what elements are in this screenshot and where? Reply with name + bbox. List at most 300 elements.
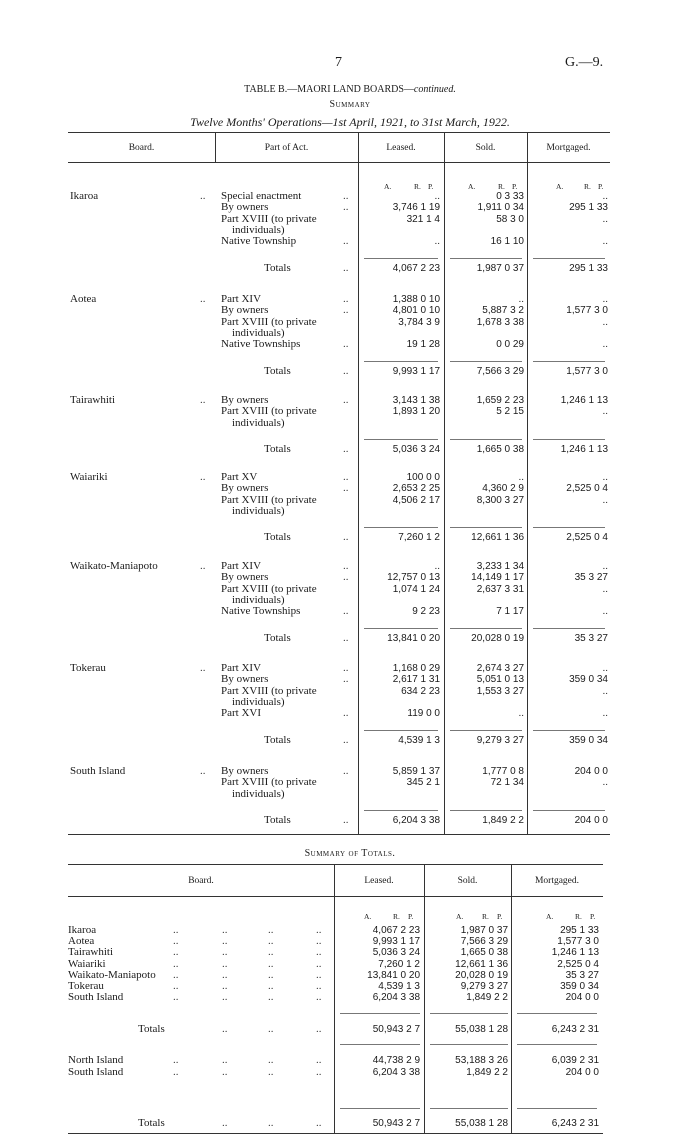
totals-dots: .. [343,261,349,274]
part-of-act-cont: individuals) [232,326,285,339]
totals-dots: .. [343,442,349,455]
part-dots: .. [343,293,349,305]
leased-value: 9 2 23 [412,606,440,618]
sold-value: 7 1 17 [496,606,524,618]
leased-value: 7,260 1 2 [378,958,420,970]
part-of-act: Part XVI [221,707,262,720]
subtotal-rule [533,628,605,629]
mortgaged-value: 295 1 33 [560,925,599,936]
subtotal-rule [450,439,522,440]
leased-value: 3,143 1 38 [392,395,440,406]
leased-value: 1,893 1 20 [392,406,440,418]
totals-label: Totals [264,531,291,544]
mortgaged-total: 1,577 3 0 [566,365,608,377]
sold-value: 9,279 3 27 [460,981,508,992]
leased-total: 13,841 0 20 [387,632,440,644]
part-dots: .. [343,662,349,674]
subtotal-rule [340,1013,420,1014]
board-dots: .. [200,765,206,777]
mortgaged-value: 35 3 27 [565,969,599,981]
totals-dots: .. [343,813,349,826]
summary-row-board: Aotea [68,935,95,948]
subtotal-rule [450,730,522,731]
summary-row-dots: .. [222,924,228,936]
mortgaged-value: 204 0 0 [565,992,599,1004]
board-name: Waiariki [70,471,108,483]
subtotal-rule [533,258,605,259]
totals-dots: .. [343,733,349,746]
sold-value: 4,360 2 9 [482,483,524,495]
board-dots: .. [200,662,206,674]
part-dots: .. [343,201,349,214]
part-of-act: Part XIV [221,560,262,572]
island-row-board: North Island [68,1054,124,1066]
leased-value: 321 1 4 [406,213,440,225]
mortgaged-value: 2,525 0 4 [557,958,599,970]
part-of-act: Part XVIII (to private [221,684,317,697]
summary-row-dots: .. [222,957,228,970]
sold-value: 53,188 3 26 [455,1055,508,1066]
subtotal-rule [340,1044,420,1045]
totals-dots: .. [268,1117,274,1129]
leased-value: 2,653 2 25 [392,483,440,495]
unit-a: A. [456,912,464,921]
part-of-act: By owners [221,571,269,584]
col-header-sold: Sold. [457,876,478,886]
summary-row-dots: .. [316,924,322,936]
sold-total: 12,661 1 36 [471,532,524,544]
part-dots: .. [343,707,349,720]
subtotal-rule [450,810,522,811]
summary-row-dots: .. [268,968,274,981]
summary-row-dots: .. [316,935,322,948]
leased-value: .. [434,561,440,572]
sold-value: 72 1 34 [490,777,524,789]
part-of-act: Part XIV [221,662,262,674]
board-name: Aotea [70,293,97,305]
sold-value: 8,300 3 27 [476,494,524,506]
summary-label: Summary [329,99,371,110]
island-row-dots: .. [316,1065,322,1078]
sold-total: 7,566 3 29 [476,365,524,377]
leased-value: 12,757 0 13 [387,572,440,584]
subtotal-rule [340,1108,420,1109]
summary-row-dots: .. [222,968,228,981]
unit-a: A. [556,182,564,191]
summary-row-dots: .. [316,968,322,981]
mortgaged-value: 204 0 0 [574,766,608,777]
mortgaged-value: .. [602,316,608,328]
mortgaged-total: 204 0 0 [574,814,608,826]
sold-total: 1,665 0 38 [476,443,524,455]
summary-row-dots: .. [222,935,228,948]
sold-value: 1,849 2 2 [466,992,508,1004]
totals-dots: .. [268,1023,274,1035]
subtotal-rule [450,258,522,259]
summary-row-dots: .. [222,980,228,992]
subtotal-rule [533,810,605,811]
subtotal-rule [533,527,605,528]
summary-row-dots: .. [268,946,274,959]
subtotal-rule [450,527,522,528]
island-row-dots: .. [173,1065,179,1078]
totals-dots: .. [343,364,349,377]
sold-value: .. [518,708,524,720]
col-header-leased: Leased. [364,876,394,886]
summary-row-dots: .. [222,991,228,1004]
mortgaged-total: 1,246 1 13 [560,443,608,455]
unit-p: P. [512,182,518,191]
table-title: TABLE B.—MAORI LAND BOARDS—continued. [244,84,456,95]
island-row-dots: .. [173,1054,179,1066]
summary-row-board: Tairawhiti [68,946,114,959]
totals-label: Totals [264,261,291,274]
summary-row-board: Waikato-Maniapoto [68,968,156,981]
summary-row-dots: .. [316,991,322,1004]
totals-label: Totals [138,1023,165,1035]
col-header-leased: Leased. [386,143,416,153]
leased-value: 2,617 1 31 [392,674,440,686]
part-of-act: Native Townships [221,338,301,351]
board-name: Waikato-Maniapoto [70,560,158,572]
part-dots: .. [343,765,349,777]
subtotal-rule [364,527,438,528]
unit-a: A. [546,912,554,921]
sold-value: .. [518,294,524,305]
mortgaged-value: 6,243 2 31 [551,1118,599,1129]
island-row-board: South Island [68,1065,124,1078]
board-dots: .. [200,190,206,202]
sold-value: 3,233 1 34 [476,561,524,572]
page-number: 7 [335,55,342,70]
part-dots: .. [343,673,349,686]
summary-row-dots: .. [173,991,179,1004]
mortgaged-value: 6,039 2 31 [551,1055,599,1066]
mortgaged-value: 1,246 1 13 [560,395,608,406]
part-of-act: By owners [221,304,269,317]
unit-r: R. [498,182,505,191]
subtotal-rule [517,1108,597,1109]
part-dots: .. [343,304,349,317]
mortgaged-value: 295 1 33 [569,202,608,214]
leased-total: 7,260 1 2 [398,532,440,544]
sold-value: 5 2 15 [496,406,524,418]
mortgaged-value: 1,577 3 0 [557,936,599,948]
rule-bottom [68,834,610,835]
totals-label: Totals [264,442,291,455]
rule-top [68,132,610,133]
summary-row-dots: .. [268,935,274,948]
sold-value: 1,659 2 23 [476,395,524,406]
subtotal-rule [430,1108,508,1109]
part-of-act: By owners [221,394,269,406]
unit-a: A. [364,912,372,921]
sold-value: 7,566 3 29 [460,936,508,948]
part-dots: .. [343,571,349,584]
leased-value: 1,074 1 24 [392,583,440,595]
period-label: Twelve Months' Operations—1st April, 1921, to 31st March, 1922. [190,115,510,129]
unit-p: P. [428,182,434,191]
subtotal-rule [364,439,438,440]
summary-row-board: Waiariki [68,957,106,970]
mortgaged-value: .. [602,191,608,202]
leased-value: 3,746 1 19 [392,202,440,214]
mortgaged-value: 2,525 0 4 [566,483,608,495]
totals-dots: .. [222,1117,228,1129]
board-name: South Island [70,765,126,777]
part-of-act-cont: individuals) [232,695,285,708]
sold-value: 5,887 3 2 [482,305,524,317]
mortgaged-value: 6,243 2 31 [551,1024,599,1035]
sold-total: 1,849 2 2 [482,814,524,826]
island-row-dots: .. [316,1054,322,1066]
unit-a: A. [384,182,392,191]
board-dots: .. [200,293,206,305]
part-of-act: Part XVIII (to private [221,212,317,225]
unit-p: P. [598,182,604,191]
leased-value: 119 0 0 [407,708,440,720]
subtotal-rule [430,1044,508,1045]
rule-bottom [68,1133,603,1134]
part-of-act: Part XV [221,471,258,483]
mortgaged-value: .. [602,708,608,720]
summary-row-dots: .. [173,946,179,959]
leased-value: 4,067 2 23 [372,925,420,936]
part-of-act: Part XVIII (to private [221,582,317,595]
part-of-act: By owners [221,482,269,495]
leased-value: 1,388 0 10 [392,294,440,305]
leased-value: 50,943 2 7 [372,1024,420,1035]
leased-value: 4,801 0 10 [392,305,440,317]
leased-value: 634 2 23 [401,685,440,697]
mortgaged-value: .. [602,685,608,697]
sold-value: 1,665 0 38 [460,947,508,959]
leased-value: 345 2 1 [406,777,440,789]
totals-label: Totals [264,364,291,377]
summary-row-dots: .. [268,980,274,992]
page-code: G.—9. [565,55,604,70]
part-of-act: Part XVIII (to private [221,315,317,328]
part-dots: .. [343,338,349,351]
subtotal-rule [364,361,438,362]
subtotal-rule [533,730,605,731]
sold-value: 2,637 3 31 [476,583,524,595]
totals-dots: .. [316,1117,322,1129]
part-of-act: Part XVIII (to private [221,405,317,418]
unit-p: P. [590,912,596,921]
subtotal-rule [450,628,522,629]
col-header-mortgaged: Mortgaged. [534,876,580,886]
part-dots: .. [343,235,349,248]
subtotal-rule [364,810,438,811]
mortgaged-value: .. [602,294,608,305]
part-dots: .. [343,190,349,202]
totals-dots: .. [316,1023,322,1035]
sold-value: 5,051 0 13 [476,674,524,686]
part-of-act-cont: individuals) [232,593,285,606]
sold-value: 1,777 0 8 [482,766,524,777]
subtotal-rule [517,1044,597,1045]
totals-dots: .. [343,531,349,544]
island-row-dots: .. [268,1054,274,1066]
leased-value: 50,943 2 7 [372,1118,420,1129]
part-of-act-cont: individuals) [232,416,285,429]
leased-value: 44,738 2 9 [372,1055,420,1066]
summary-totals-title: Summary of Totals. [304,848,396,859]
totals-dots: .. [222,1023,228,1035]
leased-total: 4,539 1 3 [398,734,440,746]
summary-row-board: South Island [68,991,124,1004]
sold-value: 1,849 2 2 [466,1066,508,1078]
part-dots: .. [343,394,349,406]
part-of-act: Special enactment [221,190,302,202]
mortgaged-value: 1,246 1 13 [551,947,599,959]
mortgaged-value: 359 0 34 [569,674,608,686]
summary-row-dots: .. [268,924,274,936]
island-row-dots: .. [268,1065,274,1078]
board-dots: .. [200,560,206,572]
unit-r: R. [414,182,421,191]
sold-value: 14,149 1 17 [471,572,524,584]
col-header-part: Part of Act. [264,143,309,153]
summary-row-dots: .. [173,935,179,948]
leased-value: 19 1 28 [406,339,440,351]
mortgaged-value: 35 3 27 [574,572,608,584]
leased-value: 4,539 1 3 [378,981,420,992]
totals-label: Totals [264,813,291,826]
part-dots: .. [343,560,349,572]
island-row-dots: .. [222,1065,228,1078]
summary-row-dots: .. [268,991,274,1004]
sold-value: 2,674 3 27 [476,663,524,674]
leased-value: 4,506 2 17 [392,494,440,506]
part-of-act: Part XIV [221,293,262,305]
unit-a: A. [468,182,476,191]
sold-total: 20,028 0 19 [471,632,524,644]
leased-value: .. [434,191,440,202]
unit-r: R. [584,182,591,191]
subtotal-rule [533,361,605,362]
part-of-act: By owners [221,201,269,214]
summary-row-board: Tokerau [68,980,104,992]
part-of-act: Part XVIII (to private [221,776,317,789]
summary-row-dots: .. [173,968,179,981]
sold-value: 0 0 29 [496,339,524,351]
mortgaged-total: 359 0 34 [569,734,608,746]
part-of-act-cont: individuals) [232,223,285,236]
leased-value: 5,036 3 24 [372,947,420,959]
summary-row-board: Ikaroa [68,924,97,936]
part-dots: .. [343,471,349,483]
summary-row-dots: .. [316,957,322,970]
mortgaged-value: .. [602,777,608,789]
part-dots: .. [343,605,349,618]
sold-value: 1,553 3 27 [476,685,524,697]
leased-value: 13,841 0 20 [367,969,420,981]
summary-row-dots: .. [173,980,179,992]
totals-label: Totals [264,631,291,644]
leased-value: 100 0 0 [406,472,440,483]
unit-p: P. [408,912,414,921]
mortgaged-value: .. [602,663,608,674]
unit-r: R. [482,912,489,921]
sold-value: 1,911 0 34 [477,202,524,214]
sold-value: 12,661 1 36 [455,958,508,970]
part-of-act: Native Township [221,235,297,248]
mortgaged-value: 1,577 3 0 [566,305,608,317]
subtotal-rule [517,1013,597,1014]
mortgaged-value: .. [602,583,608,595]
summary-row-dots: .. [268,957,274,970]
mortgaged-value: .. [602,406,608,418]
sold-value: 1,678 3 38 [476,316,524,328]
mortgaged-value: .. [602,472,608,483]
leased-value: 9,993 1 17 [372,936,420,948]
mortgaged-value: .. [602,606,608,618]
board-name: Tokerau [70,662,106,674]
part-dots: .. [343,482,349,495]
sold-value: 58 3 0 [496,213,524,225]
sold-value: 55,038 1 28 [455,1118,508,1129]
subtotal-rule [533,439,605,440]
mortgaged-value: .. [602,236,608,248]
board-dots: .. [200,394,206,406]
totals-label: Totals [138,1117,165,1129]
leased-value: 6,204 3 38 [372,1066,420,1078]
leased-value: 1,168 0 29 [392,663,440,674]
mortgaged-value: .. [602,494,608,506]
mortgaged-total: 2,525 0 4 [566,532,608,544]
sold-value: 0 3 33 [496,191,524,202]
leased-value: .. [434,236,440,248]
totals-dots: .. [343,631,349,644]
mortgaged-value: .. [602,561,608,572]
subtotal-rule [364,628,438,629]
sold-value: 16 1 10 [490,236,524,248]
subtotal-rule [364,258,438,259]
part-of-act: By owners [221,673,269,686]
mortgaged-total: 35 3 27 [574,632,608,644]
unit-r: R. [575,912,582,921]
leased-total: 9,993 1 17 [392,365,440,377]
col-header-board: Board. [128,143,155,153]
totals-label: Totals [264,733,291,746]
mortgaged-value: .. [602,213,608,225]
board-name: Tairawhiti [70,394,116,406]
subtotal-rule [430,1013,508,1014]
sold-value: 55,038 1 28 [455,1024,508,1035]
sold-total: 9,279 3 27 [476,734,524,746]
summary-row-dots: .. [173,924,179,936]
unit-r: R. [393,912,400,921]
col-header-mortgaged: Mortgaged. [546,143,591,153]
island-row-dots: .. [222,1054,228,1066]
sold-total: 1,987 0 37 [476,262,524,274]
leased-total: 4,067 2 23 [392,262,440,274]
leased-total: 6,204 3 38 [392,814,440,826]
summary-row-dots: .. [222,946,228,959]
mortgaged-value: 204 0 0 [565,1066,599,1078]
leased-value: 3,784 3 9 [398,316,440,328]
mortgaged-value: .. [602,339,608,351]
part-of-act: Native Townships [221,605,301,618]
unit-p: P. [497,912,503,921]
leased-value: 5,859 1 37 [392,766,440,777]
part-of-act-cont: individuals) [232,504,285,517]
leased-total: 5,036 3 24 [392,443,440,455]
part-of-act: Part XVIII (to private [221,493,317,506]
rule-header [68,162,610,163]
